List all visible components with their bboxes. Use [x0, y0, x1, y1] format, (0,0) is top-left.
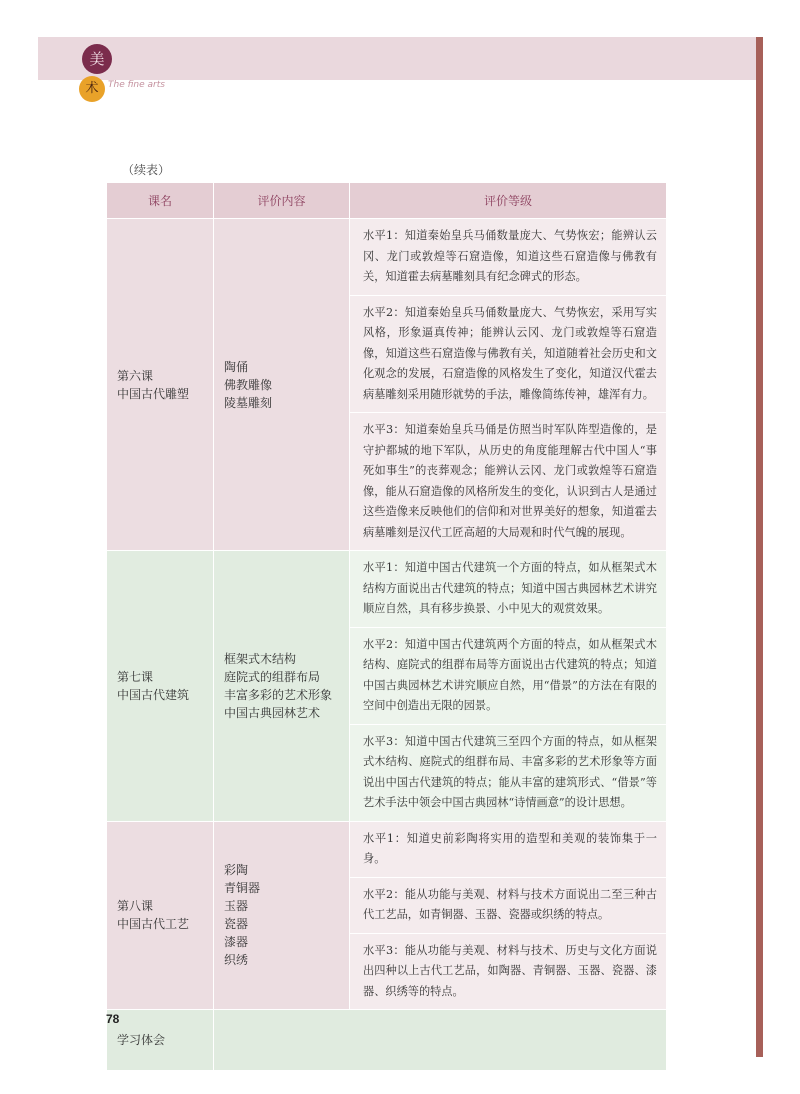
logo-seal-bottom: 术	[79, 76, 105, 102]
level-1-cell: 水平1：知道秦始皇兵马俑数量庞大、气势恢宏；能辨认云冈、龙门或敦煌等石窟造像，知道这些石窟造像与佛教有关，知道霍去病墓雕刻具有纪念碑式的形态。	[350, 219, 667, 296]
table-row	[107, 1010, 667, 1071]
course-title: 中国古代工艺	[117, 917, 190, 932]
level-1-cell: 水平1：知道史前彩陶将实用的造型和美观的装饰集于一身。	[350, 821, 667, 877]
review-group	[107, 1010, 667, 1071]
review-empty-cell	[214, 1010, 667, 1071]
content-cell	[214, 821, 350, 1010]
header-course: 课名	[107, 183, 214, 219]
content-item: 瓷器	[224, 917, 249, 932]
header-subtitle: The fine arts	[108, 80, 165, 90]
level-2-cell: 水平2：知道秦始皇兵马俑数量庞大、气势恢宏，采用写实风格，形象逼真传神；能辨认云冈、龙门或敦煌等石窟造像，知道这些石窟造像与佛教有关，知道随着社会历史和文化观念的发展，石窟造像的风格发生了变化，知道汉代霍去病墓雕刻采用随形就势的手法，雕像简练传神，雄浑有力。	[350, 295, 667, 413]
course-number: 第八课	[117, 899, 154, 914]
level-3-cell: 水平3：知道中国古代建筑三至四个方面的特点，如从框架式木结构、庭院式的组群布局、丰富多彩的艺术形象等方面说出中国古代建筑的特点；能从丰富的建筑形式、“借景”等艺术手法中领会中国古典园林“诗情画意”的设计思想。	[350, 724, 667, 821]
page-number: 78	[106, 1012, 120, 1026]
level-3-cell: 水平3：知道秦始皇兵马俑是仿照当时军队阵型造像的，是守护都城的地下军队，从历史的角度能理解古代中国人“事死如事生”的丧葬观念；能辨认云冈、龙门或敦煌等石窟造像，能从石窟造像的风格所发生的变化，认识到古人是通过这些造像来反映他们的信仰和对世界美好的想象，知道霍去病墓雕刻是汉代工匠高超的大局观和时代气魄的展现。	[350, 413, 667, 551]
course-cell	[107, 821, 214, 1010]
content-item: 佛教雕像	[224, 377, 273, 392]
content-item: 织绣	[224, 953, 249, 968]
page-edge-bar	[756, 37, 763, 1057]
content-item: 青铜器	[224, 881, 261, 896]
content-item: 框架式木结构	[224, 651, 297, 666]
logo-seal-top: 美	[82, 44, 112, 74]
content-item: 丰富多彩的艺术形象	[224, 687, 333, 702]
level-1-cell: 水平1：知道中国古代建筑一个方面的特点，如从框架式木结构方面说出古代建筑的特点；知道中国古典园林艺术讲究顺应自然，具有移步换景、小中见大的观赏效果。	[350, 551, 667, 628]
table-header-row	[107, 183, 667, 219]
content-item: 陶俑	[224, 359, 249, 374]
table-row	[107, 551, 667, 628]
lesson-group-8	[107, 821, 667, 1010]
content-cell	[214, 551, 350, 822]
course-cell	[107, 219, 214, 551]
level-2-cell: 水平2：知道中国古代建筑两个方面的特点，如从框架式木结构、庭院式的组群布局等方面说出古代建筑的特点；知道中国古典园林艺术讲究顺应自然，用“借景”的方法在有限的空间中创造出无限的园景。	[350, 627, 667, 724]
content-item: 彩陶	[224, 863, 249, 878]
header-level: 评价等级	[350, 183, 667, 219]
course-title: 中国古代雕塑	[117, 386, 190, 401]
review-label-cell: 学习体会	[107, 1010, 214, 1071]
content-item: 陵墓雕刻	[224, 395, 273, 410]
lesson-group-7	[107, 551, 667, 822]
content-item: 中国古典园林艺术	[224, 705, 321, 720]
course-cell	[107, 551, 214, 822]
header-band	[38, 37, 756, 80]
content-item: 漆器	[224, 935, 249, 950]
course-title: 中国古代建筑	[117, 687, 190, 702]
level-3-cell: 水平3：能从功能与美观、材料与技术、历史与文化方面说出四种以上古代工艺品，如陶器、青铜器、玉器、瓷器、漆器、织绣等的特点。	[350, 933, 667, 1010]
table-row	[107, 219, 667, 296]
lesson-group-6	[107, 219, 667, 551]
header-content: 评价内容	[214, 183, 350, 219]
continued-note: （续表）	[122, 163, 171, 177]
course-number: 第六课	[117, 368, 154, 383]
content-item: 庭院式的组群布局	[224, 669, 321, 684]
level-2-cell: 水平2：能从功能与美观、材料与技术方面说出二至三种古代工艺品，如青铜器、玉器、瓷器或织绣的特点。	[350, 877, 667, 933]
content-item: 玉器	[224, 899, 249, 914]
course-number: 第七课	[117, 669, 154, 684]
evaluation-table	[106, 182, 667, 1071]
table-row	[107, 821, 667, 877]
content-cell	[214, 219, 350, 551]
